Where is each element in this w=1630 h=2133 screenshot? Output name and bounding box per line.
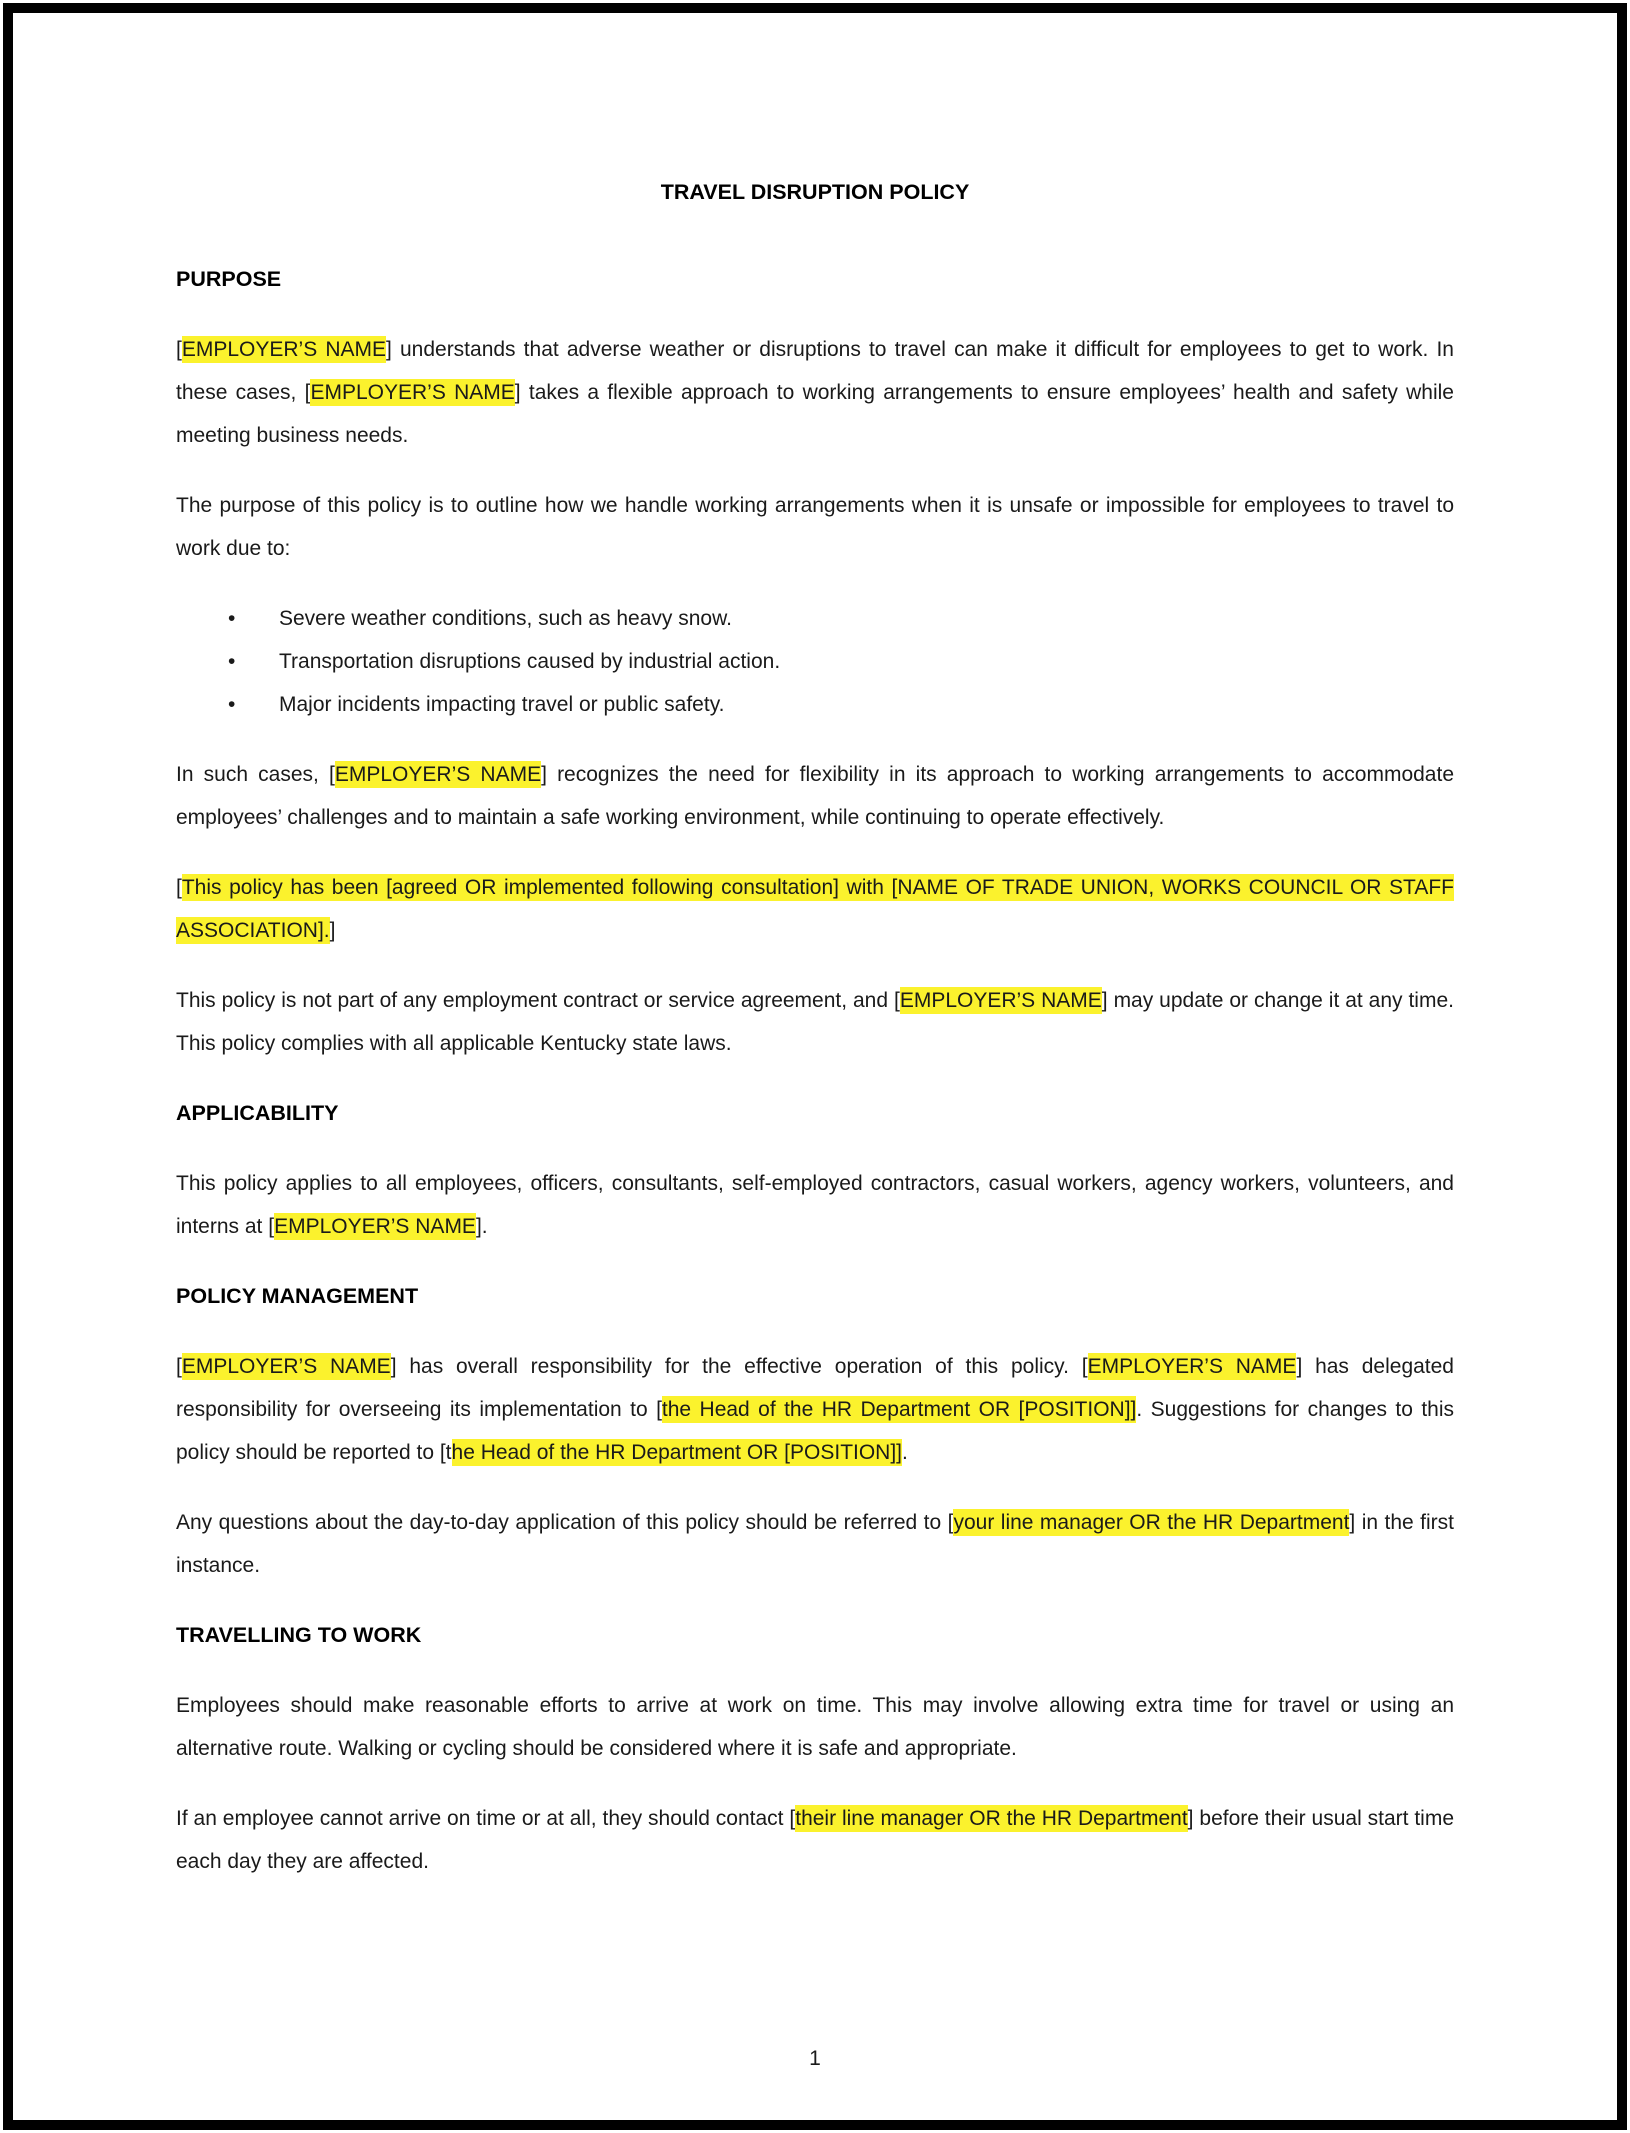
text-run: ] may update or change it at any time. This policy complies with all applicable Kentucky state laws.: [176, 989, 1454, 1055]
section-heading-applicability: APPLICABILITY: [176, 1101, 339, 1125]
travel-disruption-causes-list: [176, 597, 1454, 726]
text-run: [: [176, 876, 182, 899]
list-item: • Major incidents impacting travel or public safety.: [176, 683, 1454, 726]
text-run: ]: [329, 919, 336, 942]
highlighted-placeholder: the Head of the HR Department OR [POSITION]]: [661, 1398, 1137, 1421]
page-footer: [13, 2044, 1617, 2074]
text-run: ] before their usual start time each day they are affected.: [176, 1807, 1455, 1873]
text-run: ] has delegated responsibility for overseeing its implementation to [: [176, 1355, 1454, 1421]
text-run: Employees should make reasonable efforts to arrive at work on time. This may involve allowing extra time for travel or using an alternative route. Walking or cycling should be considered where it is safe and appropriate.: [176, 1694, 1454, 1760]
highlighted-placeholder: EMPLOYER’S NAME: [334, 763, 542, 786]
text-run: ].: [475, 1215, 488, 1238]
section-purpose: [176, 258, 1454, 1065]
highlighted-placeholder: your line manager OR the HR Department: [953, 1511, 1350, 1534]
text-run: This policy applies to all employees, officers, consultants, self-employed contractors, casual workers, agency workers, volunteers, and interns at [: [176, 1172, 1454, 1238]
highlighted-placeholder: EMPLOYER’S NAME: [181, 338, 387, 361]
text-run: .: [902, 1441, 908, 1464]
highlighted-placeholder: EMPLOYER’S NAME: [274, 1215, 476, 1238]
highlighted-placeholder: EMPLOYER’S NAME: [1087, 1355, 1297, 1378]
purpose-paragraph-3: [176, 753, 1454, 839]
text-run: ] understands that adverse weather or disruptions to travel can make it difficult for employees to get to work. In these cases, [: [176, 338, 1454, 404]
section-applicability: [176, 1092, 1454, 1248]
highlighted-placeholder: EMPLOYER’S NAME: [310, 381, 515, 404]
highlighted-placeholder: EMPLOYER’S NAME: [181, 1355, 391, 1378]
document-title: TRAVEL DISRUPTION POLICY: [660, 180, 970, 204]
policy-management-paragraph-2: [176, 1501, 1454, 1587]
text-run: In such cases, [: [176, 763, 335, 786]
applicability-paragraph-1: [176, 1162, 1454, 1248]
text-run: This policy is not part of any employment contract or service agreement, and [: [176, 989, 900, 1012]
text-run: . Suggestions for changes to this policy should be reported to [t: [176, 1398, 1455, 1464]
text-run: ] recognizes the need for flexibility in its approach to working arrangements to accommodate employees’ challenges and to maintain a safe working environment, while continuing to operate effectively.: [176, 763, 1454, 829]
purpose-paragraph-2: [176, 484, 1454, 570]
section-heading-travelling-to-work: TRAVELLING TO WORK: [176, 1623, 422, 1647]
text-run: Any questions about the day-to-day application of this policy should be referred to [: [176, 1511, 954, 1534]
policy-management-paragraph-1: [176, 1345, 1454, 1474]
highlighted-placeholder: he Head of the HR Department OR [POSITION]]: [451, 1441, 903, 1464]
page-number: 1: [809, 2047, 821, 2070]
highlighted-placeholder: their line manager OR the HR Department: [795, 1807, 1188, 1830]
purpose-paragraph-5: [176, 979, 1454, 1065]
section-heading-purpose: PURPOSE: [176, 267, 282, 291]
travelling-paragraph-1: [176, 1684, 1454, 1770]
highlighted-placeholder: This policy has been [agreed OR implemented following consultation] with [NAME OF TRADE UNION, WORKS COUNCIL OR STAFF ASSOCIATION].: [176, 876, 1454, 942]
travelling-paragraph-2: [176, 1797, 1454, 1883]
section-policy-management: [176, 1275, 1454, 1587]
purpose-paragraph-4: [176, 866, 1454, 952]
highlighted-placeholder: EMPLOYER’S NAME: [899, 989, 1102, 1012]
text-run: [: [176, 338, 182, 361]
list-item: • Transportation disruptions caused by industrial action.: [176, 640, 1454, 683]
text-run: If an employee cannot arrive on time or at all, they should contact [: [176, 1807, 796, 1830]
section-travelling-to-work: [176, 1614, 1454, 1883]
text-run: [: [176, 1355, 182, 1378]
text-run: ] has overall responsibility for the effective operation of this policy. [: [390, 1355, 1088, 1378]
text-run: ] takes a flexible approach to working arrangements to ensure employees’ health and safety while meeting business needs.: [176, 381, 1454, 447]
text-run: The purpose of this policy is to outline how we handle working arrangements when it is unsafe or impossible for employees to travel to work due to:: [176, 494, 1454, 560]
text-run: ] in the first instance.: [176, 1511, 1455, 1577]
document-page: [3, 3, 1627, 2130]
list-item: • Severe weather conditions, such as heavy snow.: [176, 597, 1454, 640]
purpose-paragraph-1: [176, 328, 1454, 457]
section-heading-policy-management: POLICY MANAGEMENT: [176, 1284, 419, 1308]
